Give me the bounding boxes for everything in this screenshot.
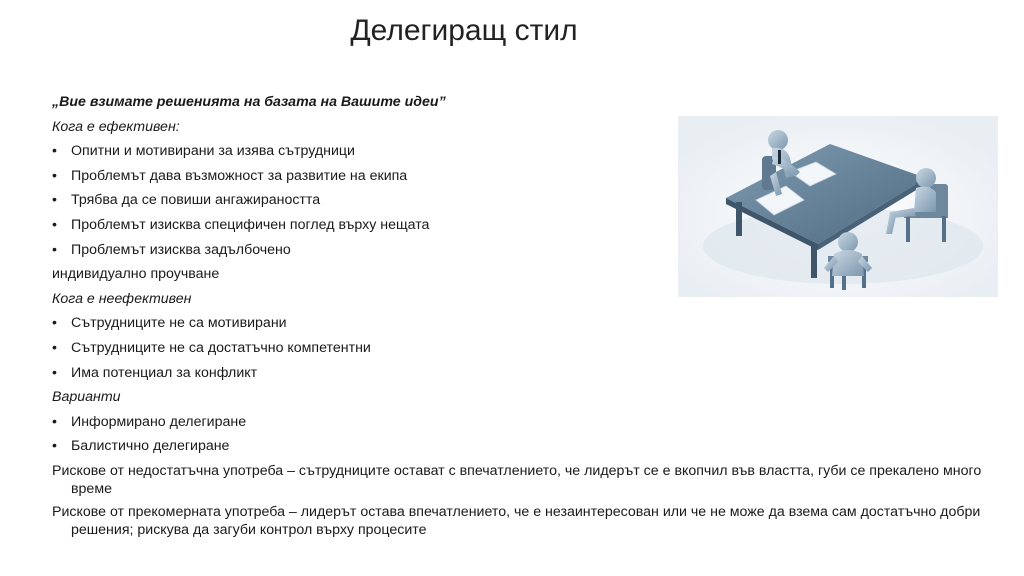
bullet-icon: • xyxy=(52,315,57,332)
list-item xyxy=(52,361,1012,386)
ineffective-heading: Кога е неефективен xyxy=(52,290,192,307)
slide-title: Делегиращ стил xyxy=(350,14,578,47)
list-item-text: Проблемът изисква задълбочено xyxy=(71,241,291,258)
bullet-icon: • xyxy=(52,192,57,209)
list-item xyxy=(52,410,1012,435)
bullet-icon: • xyxy=(52,339,57,356)
list-item xyxy=(52,434,1012,459)
bullet-icon: • xyxy=(52,241,57,258)
bullet-icon: • xyxy=(52,438,57,455)
list-item xyxy=(52,336,1012,361)
variants-heading: Варианти xyxy=(52,389,121,406)
bullet-icon: • xyxy=(52,364,57,381)
bullet-icon: • xyxy=(52,167,57,184)
list-item-text: Сътрудниците не са достатъчно компетентни xyxy=(71,339,371,356)
list-item-text: Има потенциал за конфликт xyxy=(71,364,258,381)
list-item-text: Информирано делегиране xyxy=(71,413,247,430)
effective-heading: Кога е ефективен: xyxy=(52,118,180,135)
list-item-text: Проблемът дава възможност за развитие на екипа xyxy=(71,167,408,184)
continuation-text: индивидуално проучване xyxy=(52,266,220,283)
list-item-text: Балистично делегиране xyxy=(71,438,230,455)
risk-overuse: Рискове от прекомерната употреба – лидерът остава впечатлението, че е незаинтересован или че не може да взема сам достатъчно добри решения; рискува да загуби контрол върху процесите xyxy=(52,503,981,539)
list-item-text: Опитни и мотивирани за изява сътрудници xyxy=(71,143,355,160)
meeting-table-illustration xyxy=(678,116,998,297)
list-item-text: Трябва да се повиши ангажираността xyxy=(71,192,321,209)
bullet-icon: • xyxy=(52,143,57,160)
risk-underuse: Рискове от недостатъчна употреба – сътрудниците остават с впечатлението, че лидерът се е вкопчил във властта, губи се прекалено много време xyxy=(52,462,982,498)
list-item-text: Проблемът изисква специфичен поглед върху нещата xyxy=(71,216,430,233)
list-item xyxy=(52,311,1012,336)
bullet-icon: • xyxy=(52,413,57,430)
bullet-icon: • xyxy=(52,216,57,233)
quote: „Вие взимате решенията на базата на Вашите идеи” xyxy=(52,94,446,110)
list-item-text: Сътрудниците не са мотивирани xyxy=(71,315,287,332)
